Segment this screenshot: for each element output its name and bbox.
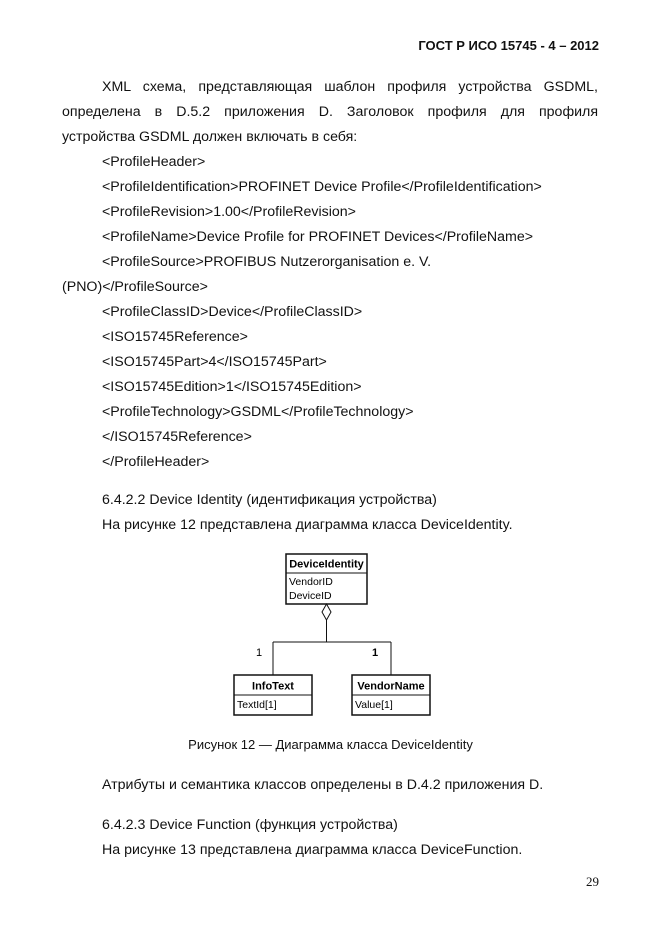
attr-vendor-id: VendorID bbox=[289, 576, 333, 588]
xml-line-3: <ProfileRevision>1.00</ProfileRevision> bbox=[102, 204, 356, 220]
class-name-info-text: InfoText bbox=[252, 680, 294, 693]
class-name-vendor-name: VendorName bbox=[357, 680, 425, 693]
intro-line-1: XML схема, представляющая шаблон профиля устройства GSDML, bbox=[102, 79, 598, 95]
attr-device-id: DeviceID bbox=[289, 590, 332, 602]
page-number: 29 bbox=[586, 874, 599, 889]
xml-line-8: <ISO15745Reference> bbox=[102, 329, 248, 345]
multiplicity-right: 1 bbox=[372, 647, 379, 659]
multiplicity-left: 1 bbox=[256, 647, 263, 659]
attr-text-id: TextId[1] bbox=[237, 699, 277, 711]
xml-line-4: <ProfileName>Device Profile for PROFINET Devices</ProfileName> bbox=[102, 229, 534, 245]
class-name-device-identity: DeviceIdentity bbox=[289, 558, 364, 571]
xml-line-6: (PNO)</ProfileSource> bbox=[62, 279, 208, 295]
after-figure-text: Атрибуты и семантика классов определены в D.4.2 приложения D. bbox=[102, 777, 544, 793]
section-text-device-identity: На рисунке 12 представлена диаграмма класса DeviceIdentity. bbox=[102, 517, 513, 533]
intro-line-2: определена в D.5.2 приложения D. Заголовок профиля для профиля bbox=[62, 104, 598, 120]
xml-line-1: <ProfileHeader> bbox=[102, 154, 206, 170]
xml-line-2: <ProfileIdentification>PROFINET Device Profile</ProfileIdentification> bbox=[102, 179, 542, 195]
xml-line-13: </ProfileHeader> bbox=[102, 454, 210, 470]
xml-line-10: <ISO15745Edition>1</ISO15745Edition> bbox=[102, 379, 362, 395]
xml-line-11: <ProfileTechnology>GSDML</ProfileTechnology> bbox=[102, 404, 414, 420]
section-heading-device-identity: 6.4.2.2 Device Identity (идентификация устройства) bbox=[102, 492, 437, 508]
xml-line-9: <ISO15745Part>4</ISO15745Part> bbox=[102, 354, 327, 370]
class-box-info-text bbox=[234, 675, 312, 715]
xml-line-5: <ProfileSource>PROFIBUS Nutzerorganisation e. V. bbox=[102, 254, 432, 270]
intro-line-3: устройства GSDML должен включать в себя: bbox=[62, 129, 358, 145]
section-heading-device-function: 6.4.2.3 Device Function (функция устройства) bbox=[102, 817, 398, 833]
attr-value: Value[1] bbox=[355, 699, 393, 711]
class-box-vendor-name bbox=[352, 675, 430, 715]
section-text-device-function: На рисунке 13 представлена диаграмма класса DeviceFunction. bbox=[102, 842, 523, 858]
document-header: ГОСТ Р ИСО 15745 - 4 – 2012 bbox=[418, 38, 599, 53]
figure-caption: Рисунок 12 — Диаграмма класса DeviceIdentity bbox=[188, 737, 473, 752]
class-box-device-identity bbox=[286, 554, 367, 604]
aggregation-diamond bbox=[322, 604, 331, 620]
xml-line-12: </ISO15745Reference> bbox=[102, 429, 252, 445]
xml-line-7: <ProfileClassID>Device</ProfileClassID> bbox=[102, 304, 363, 320]
